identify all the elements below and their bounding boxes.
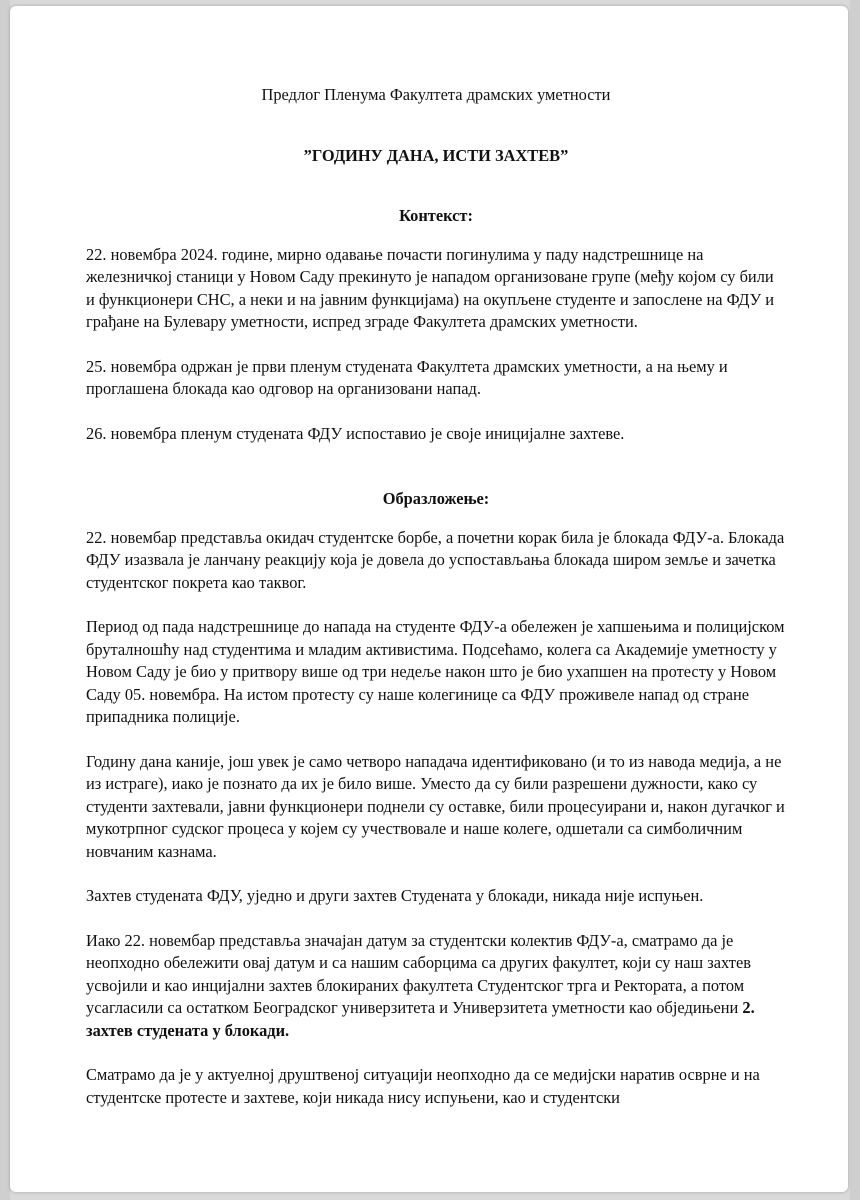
left-background-edge [0, 0, 10, 1200]
reasoning-paragraph: 22. новембар представља окидач студентске борбе, а почетни корак била је блокада ФДУ-а. Блокада ФДУ изазвала је ланчану реакцију која је довела до успостављања блокада широм земље и зачетка студентског покрета као таквог. [86, 527, 785, 592]
reasoning-paragraph: Годину дана каније, још увек је само четворо нападача идентификовано (и то из навода медија, а не из истраге), иако је познато да их је било више. Уместо да су били разрешени дужности, како су студенти захтевали, јавни функционери поднели су оставке, били процесуирани и, након дугачког и мукотрпног судског процеса у којем су учествовале и наше колеге, одшетали са симболичним новчаним казнама. [86, 751, 785, 861]
context-paragraph: 26. новембра пленум студената ФДУ испоставио је своје иницијалне захтеве. [86, 423, 625, 443]
context-paragraph: 22. новембра 2024. године, мирно одавање почасти погинулима у паду надстрешнице на железничкој станици у Новом Саду прекинуто је нападом организоване групе (међу којом су били и функционери СНС, а неки и на јавним функцијама) на окупљене студенте и запослене на ФДУ и грађане на Булевару уметности, испред зграде Факултета драмских уметности. [86, 244, 775, 331]
final-paragraph [86, 930, 786, 1043]
document-subtitle: Предлог Пленума Факултета драмских уметности [261, 85, 611, 104]
document-page [10, 6, 848, 1192]
reasoning-paragraph: Захтев студената ФДУ, уједно и други захтев Студената у блокади, никада није испуњен. [86, 886, 704, 905]
final-paragraph-bold: 2. захтев студената у блокади. [86, 998, 755, 1040]
document-body [86, 84, 786, 1109]
context-heading: Контекст: [399, 206, 473, 225]
closing-paragraph: Сматрамо да је у актуелној друштвеној ситуацији неопходно да се медијски наратив осврне и на студентске протесте и захтеве, који никада нису испуњени, као и студентски [86, 1065, 760, 1107]
document-title: ”ГОДИНУ ДАНА, ИСТИ ЗАХТЕВ” [303, 145, 569, 165]
right-background-edge [850, 0, 860, 1200]
final-paragraph-text: Иако 22. новембар представља значајан датум за студентски колектив ФДУ-а, сматрамо да је неопходно обележити овај датум и са нашим саборцима са других факултет, који су наш захтев усвојили и као инцијални захтев блокираних факултета Студентског трга и Ректората, а потом усагласили са остатком Београдског универзитета и Универзитета уметности као обједињени [86, 930, 751, 1017]
reasoning-paragraph: Период од пада надстрешнице до напада на студенте ФДУ-а обележен је хапшењима и полицијском бруталношћу над студентима и младим активистима. Подсећамо, колега са Академије уметносту у Новом Саду је био у притвору више од три недеље након што је био ухапшен на протесту у Новом Саду 05. новембра. На истом протесту су наше колегинице са ФДУ проживеле напад од стране припадника полиције. [86, 617, 785, 726]
context-paragraph: 25. новембра одржан је први пленум студената Факултета драмских уметности, а на њему и проглашена блокада као одговор на организовани напад. [86, 356, 728, 398]
reasoning-heading: Образложење: [382, 489, 490, 508]
